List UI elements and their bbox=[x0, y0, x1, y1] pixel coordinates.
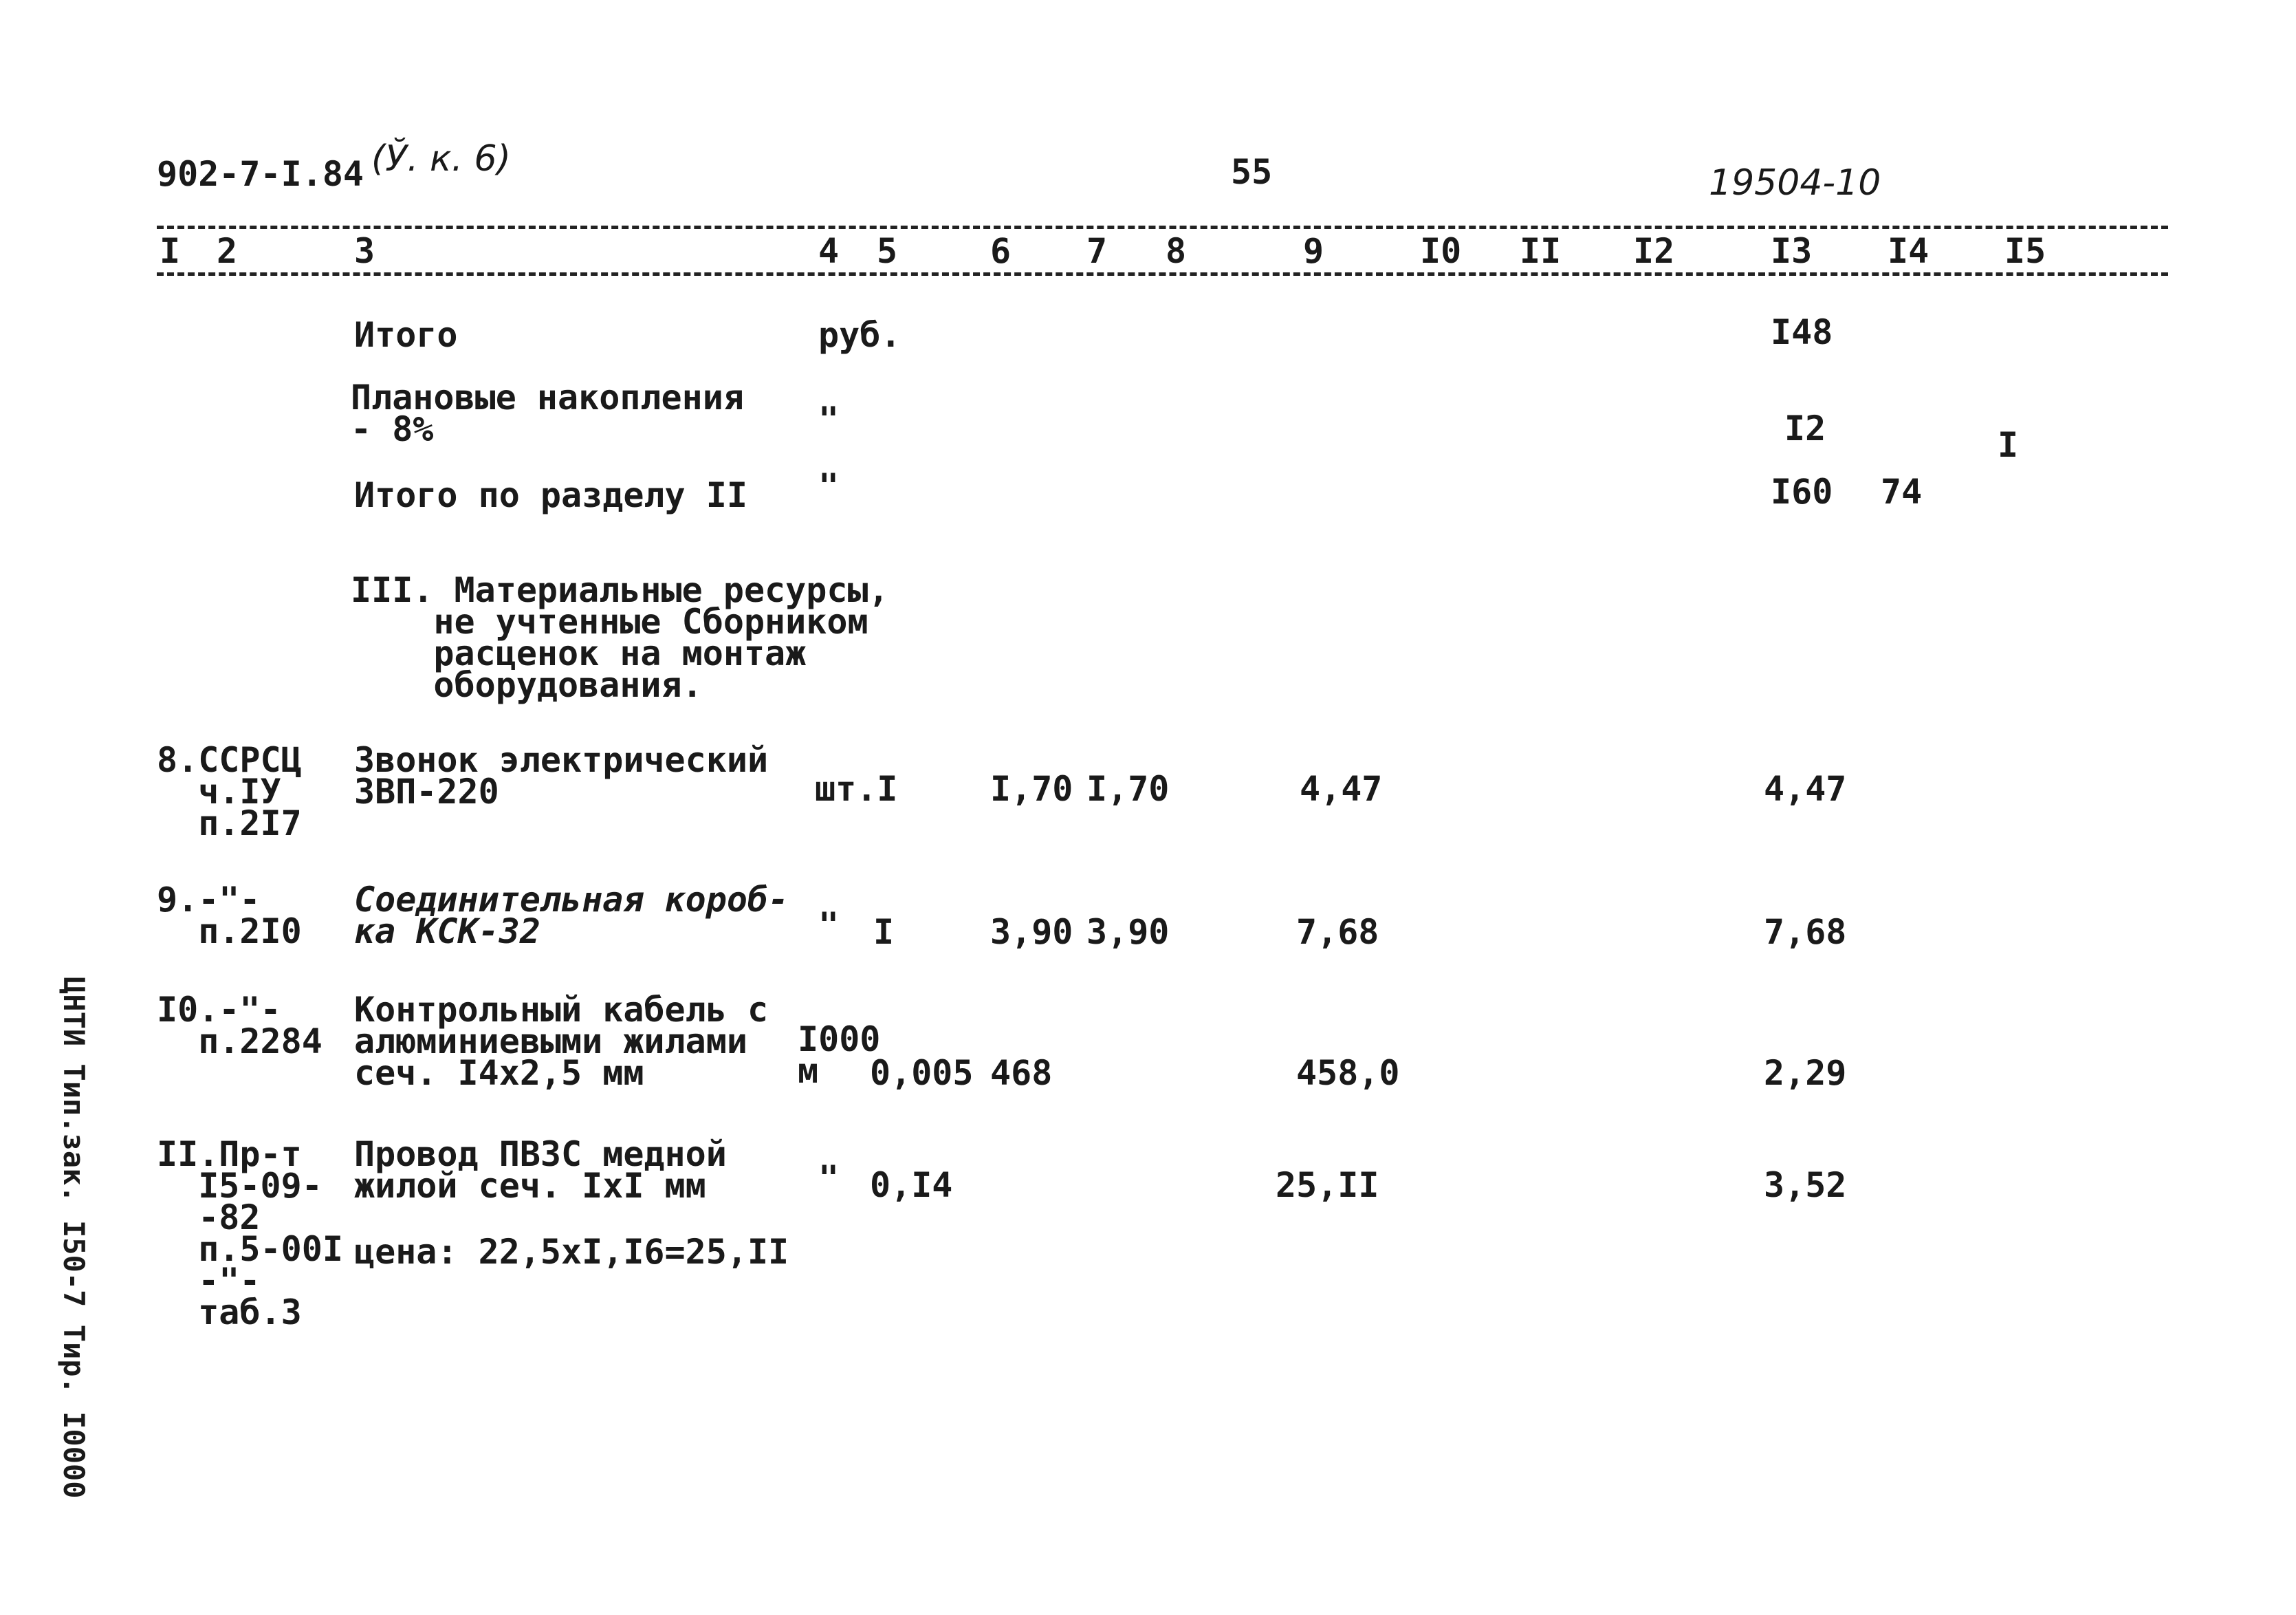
section-title: III. Материальные ресурсы, не учтенные Сборником расценок на монтаж оборудования. bbox=[351, 570, 889, 705]
doc-code: 902-7-I.84 bbox=[157, 154, 364, 194]
row-name: Соединительная короб- ка КСК-32 bbox=[354, 880, 789, 951]
row-col7: I,70 bbox=[1086, 769, 1170, 809]
column-header: I4 bbox=[1888, 231, 1929, 271]
row-ref: I0.-"- п.2284 bbox=[157, 990, 322, 1061]
row-col7: 3,90 bbox=[1086, 912, 1170, 952]
row-col6: 3,90 bbox=[990, 912, 1073, 952]
column-header: I3 bbox=[1771, 231, 1813, 271]
row-col9: 4,47 bbox=[1300, 769, 1383, 809]
handwritten-note: (Ў. к. 6) bbox=[371, 138, 511, 180]
column-header: I bbox=[160, 231, 181, 271]
row-col6: I,70 bbox=[990, 769, 1073, 809]
row-col13: 7,68 bbox=[1764, 912, 1847, 952]
row-ref: 9.-"- п.2I0 bbox=[157, 880, 302, 951]
row-unit: шт.I bbox=[815, 769, 898, 809]
sheet-code: 19504-10 bbox=[1709, 162, 1881, 204]
summary-unit: " bbox=[818, 466, 840, 506]
row-ref: 8.ССРСЦ ч.IУ п.2I7 bbox=[157, 740, 302, 843]
row-col5: 0,005 bbox=[870, 1053, 974, 1093]
row-col5: I bbox=[873, 912, 895, 952]
column-header: I5 bbox=[2004, 231, 2046, 271]
column-header: 5 bbox=[877, 231, 898, 271]
header-rule-bottom bbox=[157, 272, 2168, 276]
summary-label: Итого bbox=[354, 315, 458, 355]
column-header: 8 bbox=[1166, 231, 1187, 271]
row-col13: 4,47 bbox=[1764, 769, 1847, 809]
column-header: 9 bbox=[1303, 231, 1324, 271]
column-header: 6 bbox=[990, 231, 1012, 271]
column-header: 2 bbox=[217, 231, 238, 271]
column-header: I0 bbox=[1420, 231, 1462, 271]
page-number: 55 bbox=[1231, 152, 1273, 192]
summary-unit: " bbox=[818, 400, 840, 440]
column-header: 3 bbox=[354, 231, 375, 271]
row-col6: 468 bbox=[990, 1053, 1053, 1093]
row-unit: I000 м bbox=[798, 1019, 881, 1091]
row-name: Провод ПВЗС медной жилой сеч. IxI мм bbox=[354, 1134, 727, 1206]
summary-label: Итого по разделу II bbox=[354, 475, 747, 515]
row-name: Звонок электрический ЗВП-220 bbox=[354, 740, 769, 812]
row-col9: 7,68 bbox=[1296, 912, 1379, 952]
summary-col15: I bbox=[1998, 425, 2019, 465]
summary-col13: I2 bbox=[1784, 409, 1826, 448]
column-header: II bbox=[1520, 231, 1562, 271]
row-col9: 458,0 bbox=[1296, 1053, 1400, 1093]
row-col13: 3,52 bbox=[1764, 1165, 1847, 1205]
row-col9: 25,II bbox=[1276, 1165, 1379, 1205]
row-unit: " bbox=[818, 905, 840, 945]
row-ref: II.Пр-т I5-09- -82 п.5-00I -"- таб.3 bbox=[157, 1134, 343, 1332]
row-name: Контрольный кабель с алюминиевыми жилами сеч. I4x2,5 мм bbox=[354, 990, 769, 1093]
row-unit: " bbox=[818, 1158, 840, 1198]
column-header: 7 bbox=[1086, 231, 1108, 271]
column-header: 4 bbox=[818, 231, 840, 271]
summary-col14: 74 bbox=[1881, 472, 1923, 512]
column-header: I2 bbox=[1633, 231, 1675, 271]
summary-label: Плановые накопления - 8% bbox=[351, 378, 744, 449]
summary-unit: руб. bbox=[818, 315, 901, 355]
summary-col13: I60 bbox=[1771, 472, 1833, 512]
price-note: цена: 22,5xI,I6=25,II bbox=[354, 1232, 789, 1272]
side-stamp: ЦНТИ Тип.зак. I50-7 Тир. I0000 bbox=[57, 977, 91, 1499]
header-rule-top bbox=[157, 226, 2168, 229]
summary-col13: I48 bbox=[1771, 312, 1833, 352]
row-col5: 0,I4 bbox=[870, 1165, 953, 1205]
row-col13: 2,29 bbox=[1764, 1053, 1847, 1093]
